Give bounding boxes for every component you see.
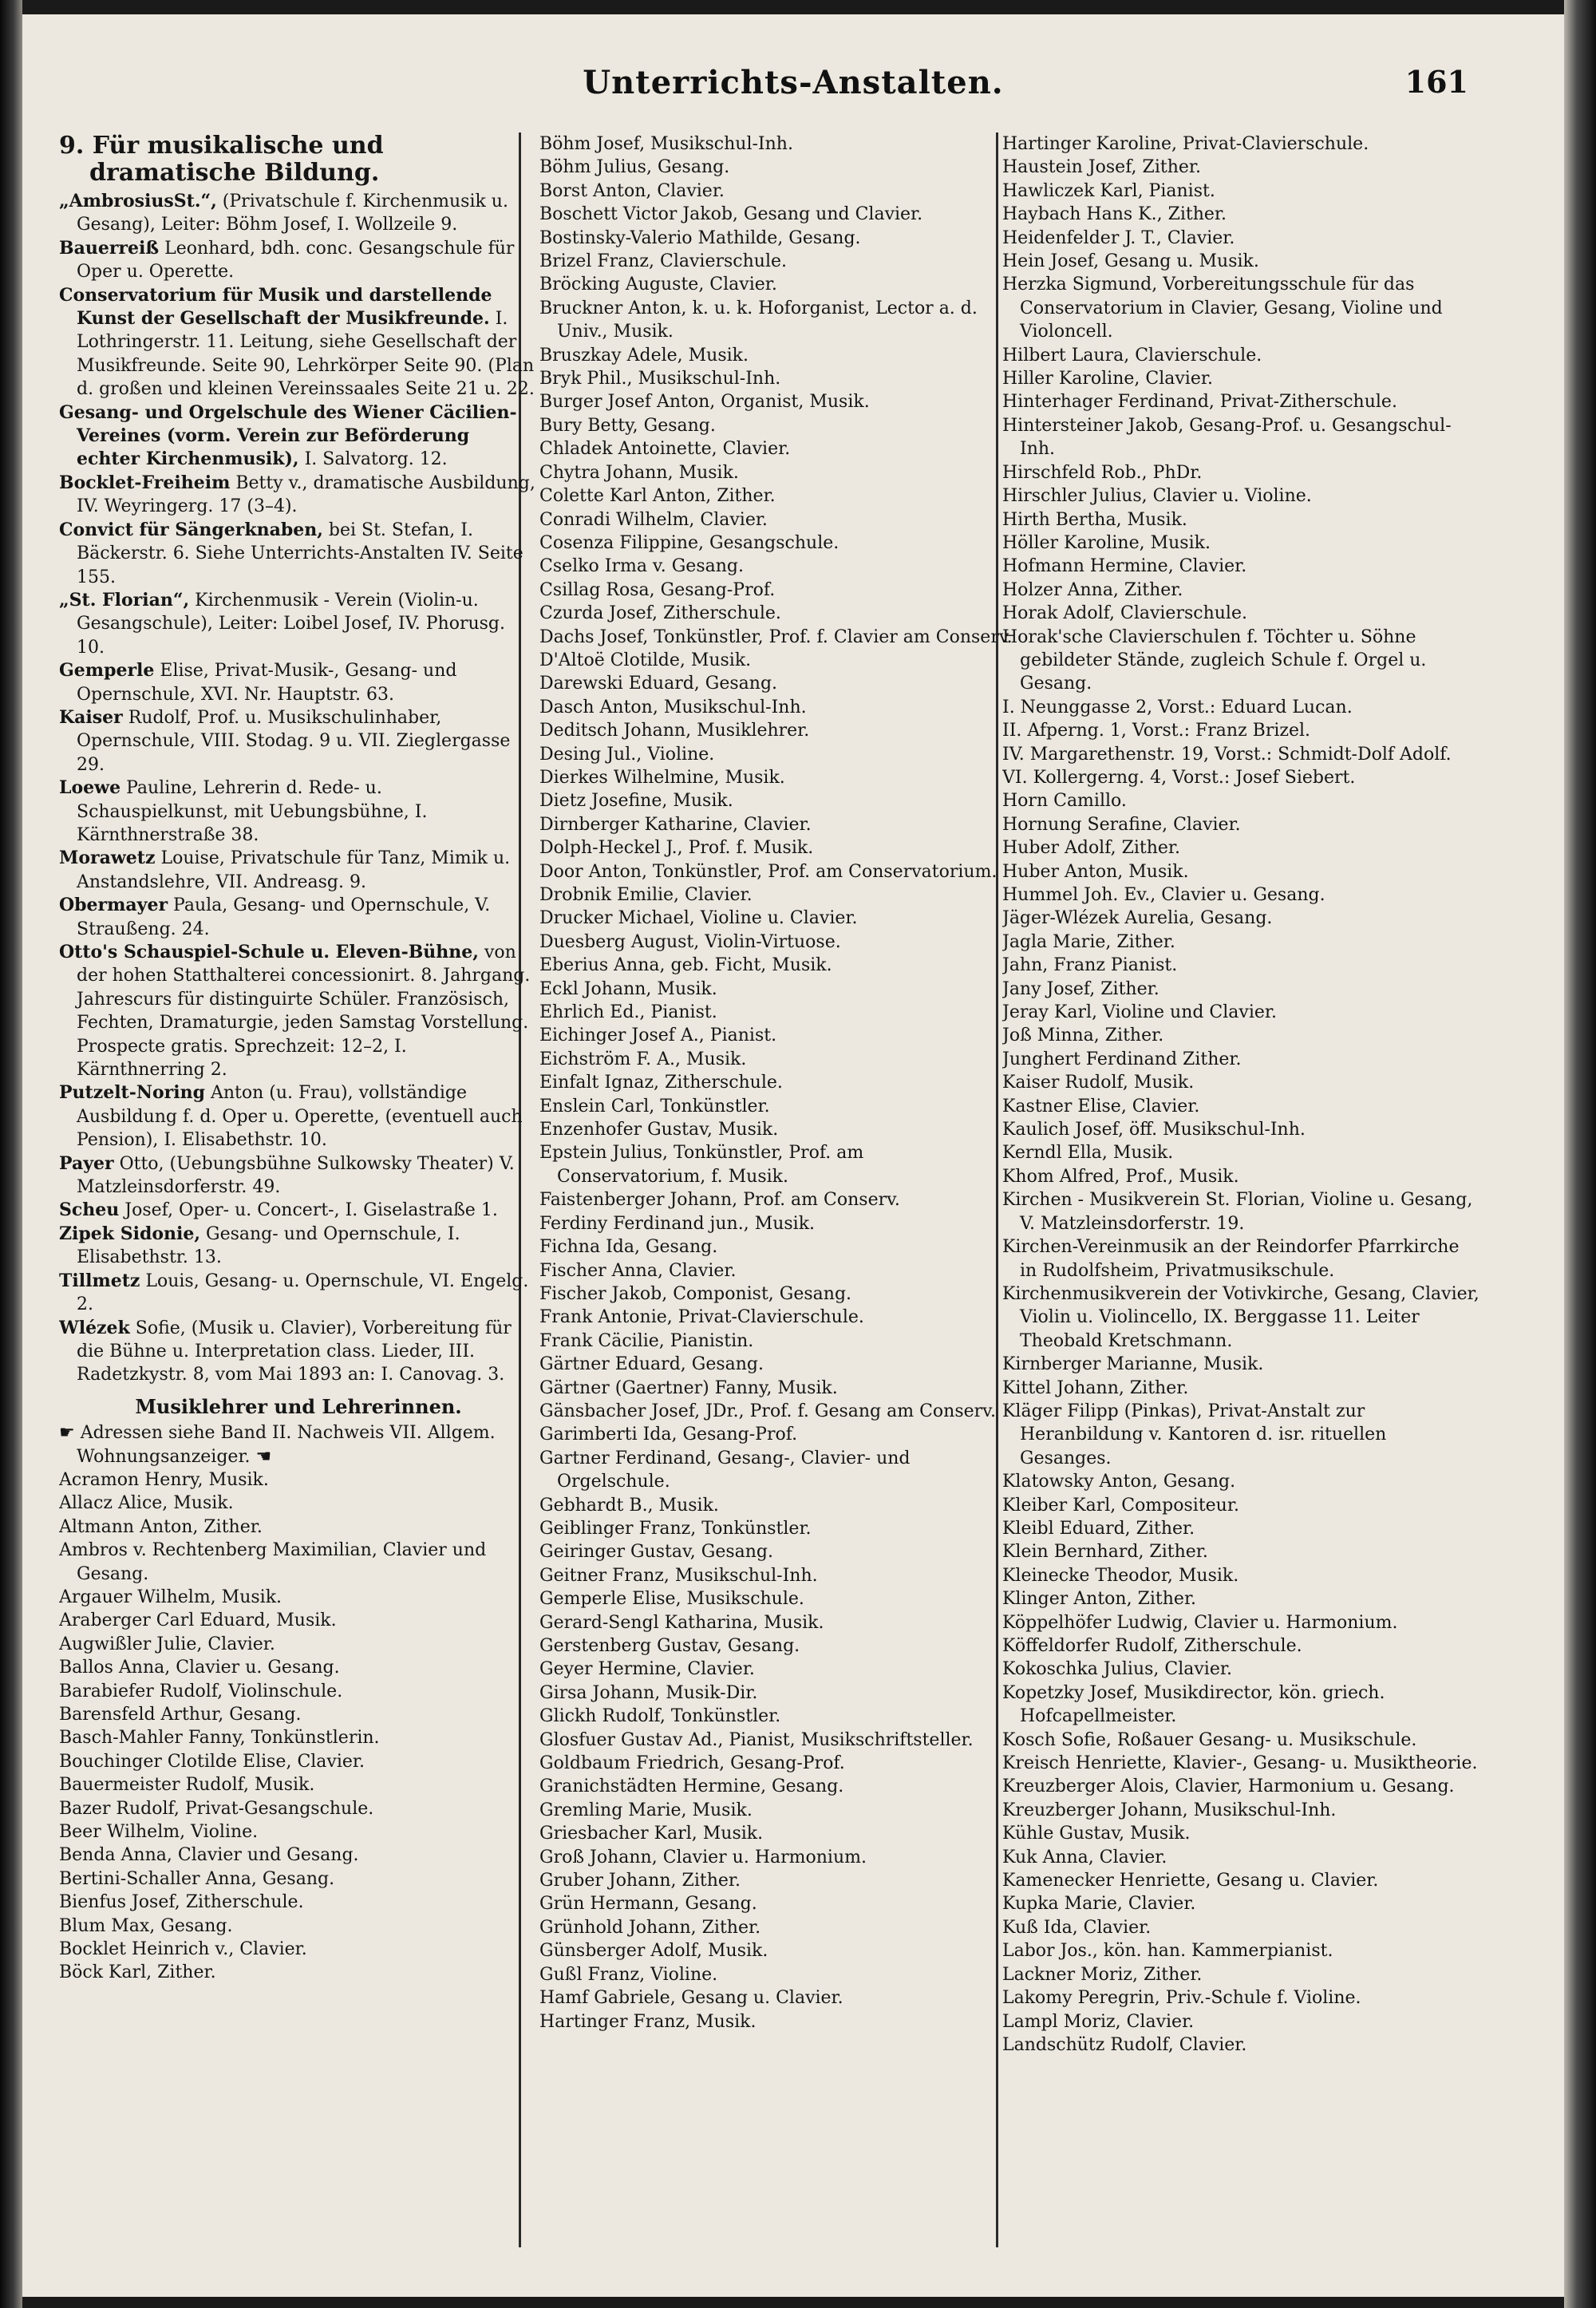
directory-entry: Garimberti Ida, Gesang-Prof. bbox=[539, 1425, 798, 1445]
directory-entry: Glosfuer Gustav Ad., Pianist, Musikschriftsteller. bbox=[539, 1729, 974, 1750]
directory-entry: Köppelhöfer Ludwig, Clavier u. Harmonium. bbox=[1002, 1612, 1398, 1633]
directory-entry bbox=[59, 472, 538, 519]
directory-entry: Hamf Gabriele, Gesang u. Clavier. bbox=[539, 1988, 843, 2009]
directory-entry bbox=[59, 847, 538, 894]
directory-entry: Kühle Gustav, Musik. bbox=[1002, 1824, 1191, 1844]
directory-entry: Fischer Jakob, Componist, Gesang. bbox=[539, 1283, 852, 1304]
directory-entry: Dirnberger Katharine, Clavier. bbox=[539, 814, 812, 835]
institution-list bbox=[59, 190, 538, 1387]
section-title: 9. Für musikalische und dramatische Bildung. bbox=[59, 132, 384, 187]
entry-name: Convict für Sängerknaben, bbox=[59, 519, 323, 540]
directory-entry: Cosenza Filippine, Gesangschule. bbox=[539, 532, 839, 553]
directory-entry bbox=[59, 519, 538, 589]
directory-entry: Dierkes Wilhelmine, Musik. bbox=[539, 767, 785, 788]
directory-entry: Khom Alfred, Prof., Musik. bbox=[1002, 1166, 1239, 1187]
directory-entry: Bazer Rudolf, Privat-Gesangschule. bbox=[59, 1798, 374, 1819]
directory-entry: Kreuzberger Alois, Clavier, Harmonium u. Gesang. bbox=[1002, 1776, 1455, 1797]
entry-name: Gesang- und Orgelschule des Wiener Cäcilien-Vereines (vorm. Verein zur Beförderung echter Kirchenmusik), bbox=[59, 401, 517, 470]
directory-entry: Groß Johann, Clavier u. Harmonium. bbox=[539, 1847, 867, 1867]
entry-details: Gesang- und Opernschule, I. Elisabethstr. 13. bbox=[77, 1223, 460, 1268]
entry-name: Bocklet-Freiheim bbox=[59, 472, 231, 493]
reference-note: ☛ Adressen siehe Band II. Nachweis VII. Allgem. Wohnungsanzeiger. ☚ bbox=[59, 1423, 496, 1467]
directory-entry: Bröcking Auguste, Clavier. bbox=[539, 275, 777, 295]
directory-entry: Jeray Karl, Violine und Clavier. bbox=[1002, 1002, 1277, 1023]
directory-entry bbox=[59, 589, 538, 659]
directory-entry: Altmann Anton, Zither. bbox=[59, 1516, 263, 1537]
directory-entry: Herzka Sigmund, Vorbereitungsschule für das Conservatorium in Clavier, Gesang, Violine und Violoncell. bbox=[1002, 275, 1443, 342]
directory-entry bbox=[59, 1199, 538, 1222]
directory-entry bbox=[59, 659, 538, 706]
entry-name: Tillmetz bbox=[59, 1270, 140, 1291]
directory-entry: Door Anton, Tonkünstler, Prof. am Conservatorium. bbox=[539, 861, 998, 882]
directory-entry: D'Altoë Clotilde, Musik. bbox=[539, 650, 752, 670]
directory-entry: Gerard-Sengl Katharina, Musik. bbox=[539, 1612, 824, 1633]
directory-entry: Enslein Carl, Tonkünstler. bbox=[539, 1096, 770, 1116]
column-right bbox=[1002, 132, 1481, 2255]
directory-entry: Hummel Joh. Ev., Clavier u. Gesang. bbox=[1002, 885, 1325, 905]
directory-entry: Gärtner (Gaertner) Fanny, Musik. bbox=[539, 1377, 838, 1398]
directory-entry: Lakomy Peregrin, Priv.-Schule f. Violine. bbox=[1002, 1988, 1361, 2009]
directory-entry: Holzer Anna, Zither. bbox=[1002, 579, 1183, 600]
directory-entry: Gärtner Eduard, Gesang. bbox=[539, 1354, 764, 1375]
directory-entry: Böhm Josef, Musikschul-Inh. bbox=[539, 134, 793, 154]
directory-entry: Borst Anton, Clavier. bbox=[539, 180, 725, 201]
directory-entry bbox=[59, 777, 538, 847]
directory-entry bbox=[59, 941, 538, 1081]
directory-entry: Kastner Elise, Clavier. bbox=[1002, 1096, 1200, 1116]
entry-details: von der hohen Statthalterei concessionirt. 8. Jahrgang. Jahrescurs für distinguirte Schüler. Französisch, Fechten, Dramaturgie, jeden Samstag Vorstellung. Prospecte gratis. Sprechzeit: 12–2, I. Kärnthnerring 2. bbox=[77, 943, 531, 1081]
directory-entry bbox=[59, 1081, 538, 1152]
directory-entry: Eichinger Josef A., Pianist. bbox=[539, 1026, 777, 1046]
directory-entry: Ballos Anna, Clavier u. Gesang. bbox=[59, 1658, 340, 1678]
directory-entry: Kleinecke Theodor, Musik. bbox=[1002, 1565, 1239, 1586]
directory-entry: Kreuzberger Johann, Musikschul-Inh. bbox=[1002, 1800, 1337, 1820]
directory-entry: Hawliczek Karl, Pianist. bbox=[1002, 180, 1215, 201]
entry-details: bei St. Stefan, I. Bäckerstr. 6. Siehe Unterrichts-Anstalten IV. Seite 155. bbox=[77, 520, 523, 587]
directory-entry: Horak Adolf, Clavierschule. bbox=[1002, 603, 1247, 624]
entry-details: (Privatschule f. Kirchenmusik u. Gesang), Leiter: Böhm Josef, I. Wollzeile 9. bbox=[77, 192, 508, 235]
entry-name: Loewe bbox=[59, 777, 121, 799]
directory-entry: Grünhold Johann, Zither. bbox=[539, 1917, 761, 1938]
directory-entry: Basch-Mahler Fanny, Tonkünstlerin. bbox=[59, 1728, 380, 1749]
entry-details: Louise, Privatschule für Tanz, Mimik u. Anstandslehre, VII. Andreasg. 9. bbox=[77, 848, 511, 892]
directory-entry: Bostinsky-Valerio Mathilde, Gesang. bbox=[539, 227, 861, 248]
directory-page bbox=[22, 14, 1564, 2297]
directory-entry: Geiringer Gustav, Gesang. bbox=[539, 1542, 774, 1563]
directory-entry: Frank Cäcilie, Pianistin. bbox=[539, 1330, 754, 1351]
directory-entry: Huber Anton, Musik. bbox=[1002, 861, 1189, 882]
directory-entry: Epstein Julius, Tonkünstler, Prof. am Conservatorium, f. Musik. bbox=[539, 1143, 864, 1187]
directory-entry: Hornung Serafine, Clavier. bbox=[1002, 814, 1241, 835]
entry-details: I. Lothringerstr. 11. Leitung, siehe Gesellschaft der Musikfreunde. Seite 90, Lehrkörper Seite 90. (Plan d. großen und kleinen Vereinssaales Seite 21 u. 22. bbox=[77, 309, 535, 400]
directory-entry: Hartinger Karoline, Privat-Clavierschule. bbox=[1002, 134, 1369, 154]
directory-entry: Beer Wilhelm, Violine. bbox=[59, 1822, 259, 1843]
directory-entry: Kläger Filipp (Pinkas), Privat-Anstalt zur Heranbildung v. Kantoren d. isr. rituellen Gesanges. bbox=[1002, 1401, 1387, 1468]
directory-entry: Argauer Wilhelm, Musik. bbox=[59, 1587, 282, 1607]
entry-details: Rudolf, Prof. u. Musikschulinhaber, Opernschule, VIII. Stodag. 9 u. VII. Zieglergasse 29. bbox=[77, 707, 511, 775]
book-edge-shadow bbox=[1564, 0, 1596, 2308]
entry-name: Wlézek bbox=[59, 1317, 130, 1338]
book-gutter-shadow bbox=[0, 0, 22, 2308]
directory-entry: Böck Karl, Zither. bbox=[59, 1962, 216, 1983]
directory-entry: Deditsch Johann, Musiklehrer. bbox=[539, 721, 810, 741]
directory-entry: Kuk Anna, Clavier. bbox=[1002, 1847, 1167, 1867]
directory-entry: Geiblinger Franz, Tonkünstler. bbox=[539, 1518, 812, 1539]
entry-details: I. Salvatorg. 12. bbox=[298, 449, 448, 470]
directory-entry: Griesbacher Karl, Musik. bbox=[539, 1824, 764, 1844]
directory-entry: Burger Josef Anton, Organist, Musik. bbox=[539, 392, 870, 413]
entry-name: Gemperle bbox=[59, 660, 155, 682]
entry-details: Betty v., dramatische Ausbildung, IV. Weyringerg. 17 (3–4). bbox=[77, 472, 535, 517]
directory-entry: Drobnik Emilie, Clavier. bbox=[539, 885, 753, 905]
directory-entry: Böhm Julius, Gesang. bbox=[539, 157, 730, 178]
directory-entry: Hartinger Franz, Musik. bbox=[539, 2011, 757, 2032]
directory-entry: Fichna Ida, Gesang. bbox=[539, 1237, 718, 1258]
entry-name: Obermayer bbox=[59, 895, 168, 916]
directory-entry: Gemperle Elise, Musikschule. bbox=[539, 1589, 804, 1610]
entry-details: Kirchenmusik - Verein (Violin-u. Gesangschule), Leiter: Loibel Josef, IV. Phorusg. 10. bbox=[77, 590, 506, 658]
directory-entry bbox=[59, 1270, 538, 1317]
directory-entry: Girsa Johann, Musik-Dir. bbox=[539, 1682, 758, 1703]
directory-entry: Jany Josef, Zither. bbox=[1002, 978, 1159, 999]
directory-entry: Kosch Sofie, Roßauer Gesang- u. Musikschule. bbox=[1002, 1729, 1417, 1750]
directory-entry: Granichstädten Hermine, Gesang. bbox=[539, 1776, 844, 1797]
directory-entry: Kaiser Rudolf, Musik. bbox=[1002, 1073, 1195, 1093]
directory-entry: Gruber Johann, Zither. bbox=[539, 1871, 741, 1891]
directory-entry: Allacz Alice, Musik. bbox=[59, 1493, 234, 1514]
directory-entry: Colette Karl Anton, Zither. bbox=[539, 486, 776, 507]
directory-entry: Grün Hermann, Gesang. bbox=[539, 1894, 757, 1915]
entry-name: „AmbrosiusSt.“, bbox=[59, 191, 217, 211]
directory-entry: Hofmann Hermine, Clavier. bbox=[1002, 556, 1247, 577]
directory-entry bbox=[59, 894, 538, 941]
directory-entry bbox=[59, 401, 538, 472]
directory-entry: Huber Adolf, Zither. bbox=[1002, 838, 1181, 859]
directory-entry: Bouchinger Clotilde Elise, Clavier. bbox=[59, 1751, 365, 1772]
directory-entry: Eckl Johann, Musik. bbox=[539, 978, 717, 999]
directory-entry: Csillag Rosa, Gesang-Prof. bbox=[539, 579, 776, 600]
directory-entry: Horak'sche Clavierschulen f. Töchter u. Söhne gebildeter Stände, zugleich Schule f. Orgel u. Gesang. bbox=[1002, 626, 1427, 694]
directory-entry: Bocklet Heinrich v., Clavier. bbox=[59, 1939, 307, 1960]
directory-entry: Chladek Antoinette, Clavier. bbox=[539, 439, 791, 460]
directory-entry: Kreisch Henriette, Klavier-, Gesang- u. Musiktheorie. bbox=[1002, 1753, 1478, 1774]
directory-entry: Gartner Ferdinand, Gesang-, Clavier- und Orgelschule. bbox=[539, 1448, 911, 1492]
teacher-list bbox=[59, 1468, 538, 1985]
directory-entry: Horn Camillo. bbox=[1002, 791, 1127, 812]
directory-entry: Klinger Anton, Zither. bbox=[1002, 1589, 1197, 1610]
directory-entry: Jagla Marie, Zither. bbox=[1002, 931, 1175, 952]
directory-entry: Dachs Josef, Tonkünstler, Prof. f. Clavier am Conserv. bbox=[539, 626, 1013, 647]
page-title: Unterrichts-Anstalten. bbox=[583, 64, 1004, 101]
column-middle bbox=[539, 132, 1017, 2255]
directory-entry: Kirchen - Musikverein St. Florian, Violine u. Gesang, V. Matzleinsdorferstr. 19. bbox=[1002, 1190, 1473, 1234]
directory-entry: Kirnberger Marianne, Musik. bbox=[1002, 1354, 1264, 1375]
directory-entry: Conradi Wilhelm, Clavier. bbox=[539, 509, 768, 530]
entry-name: Conservatorium für Musik und darstellende Kunst der Gesellschaft der Musikfreunde. bbox=[59, 284, 492, 330]
directory-entry: Bienfus Josef, Zitherschule. bbox=[59, 1892, 304, 1913]
directory-entry: Geyer Hermine, Clavier. bbox=[539, 1659, 755, 1680]
directory-entry: Frank Antonie, Privat-Clavierschule. bbox=[539, 1307, 864, 1328]
directory-entry: Blum Max, Gesang. bbox=[59, 1915, 233, 1936]
entry-details: Josef, Oper- u. Concert-, I. Giselastraße 1. bbox=[119, 1200, 498, 1221]
directory-entry: Kuß Ida, Clavier. bbox=[1002, 1917, 1152, 1938]
directory-entry: Einfalt Ignaz, Zitherschule. bbox=[539, 1073, 783, 1093]
directory-entry: Kleibl Eduard, Zither. bbox=[1002, 1518, 1195, 1539]
subsection-title: Musiklehrer und Lehrerinnen. bbox=[135, 1394, 462, 1418]
column-left bbox=[59, 132, 538, 2255]
directory-entry: Geitner Franz, Musikschul-Inh. bbox=[539, 1565, 818, 1586]
directory-entry: Hirschfeld Rob., PhDr. bbox=[1002, 462, 1203, 483]
directory-entry: II. Afperng. 1, Vorst.: Franz Brizel. bbox=[1002, 721, 1311, 741]
entry-details: Anton (u. Frau), vollständige Ausbildung f. d. Oper u. Operette, (eventuell auch Pension), I. Elisabethstr. 10. bbox=[77, 1083, 523, 1151]
directory-entry: Kirchen-Vereinmusik an der Reindorfer Pfarrkirche in Rudolfsheim, Privatmusikschule. bbox=[1002, 1237, 1460, 1281]
page-header bbox=[22, 64, 1564, 120]
directory-entry: Drucker Michael, Violine u. Clavier. bbox=[539, 908, 858, 929]
directory-entry: Enzenhofer Gustav, Musik. bbox=[539, 1120, 779, 1140]
directory-entry: Eberius Anna, geb. Ficht, Musik. bbox=[539, 955, 832, 976]
directory-entry: Dolph-Heckel J., Prof. f. Musik. bbox=[539, 838, 814, 859]
entry-name: Kaiser bbox=[59, 706, 123, 728]
directory-entry: Dietz Josefine, Musik. bbox=[539, 791, 733, 812]
directory-entry: Cselko Irma v. Gesang. bbox=[539, 556, 744, 577]
directory-entry: Boschett Victor Jakob, Gesang und Clavier. bbox=[539, 204, 923, 225]
directory-entry: Haybach Hans K., Zither. bbox=[1002, 204, 1227, 225]
entry-name: Morawetz bbox=[59, 848, 156, 869]
directory-entry: Labor Jos., kön. han. Kammerpianist. bbox=[1002, 1941, 1333, 1962]
directory-entry: Höller Karoline, Musik. bbox=[1002, 532, 1211, 553]
entry-name: „St. Florian“, bbox=[59, 589, 190, 611]
directory-entry bbox=[59, 1152, 538, 1199]
directory-entry: Bryk Phil., Musikschul-Inh. bbox=[539, 369, 781, 389]
directory-entry: Czurda Josef, Zitherschule. bbox=[539, 603, 781, 624]
directory-entry bbox=[59, 284, 538, 401]
directory-entry: Bruszkay Adele, Musik. bbox=[539, 345, 749, 366]
directory-entry bbox=[59, 237, 538, 284]
directory-entry: Kokoschka Julius, Clavier. bbox=[1002, 1659, 1232, 1680]
directory-entry bbox=[59, 1223, 538, 1270]
teacher-list bbox=[1002, 132, 1481, 2057]
entry-name: Zipek Sidonie, bbox=[59, 1223, 201, 1244]
directory-entry: Kamenecker Henriette, Gesang u. Clavier. bbox=[1002, 1871, 1379, 1891]
entry-name: Scheu bbox=[59, 1199, 120, 1221]
directory-entry: Goldbaum Friedrich, Gesang-Prof. bbox=[539, 1753, 845, 1774]
directory-entry: Hinterhager Ferdinand, Privat-Zitherschule. bbox=[1002, 392, 1397, 413]
directory-entry: Günsberger Adolf, Musik. bbox=[539, 1941, 768, 1962]
directory-entry: Hilbert Laura, Clavierschule. bbox=[1002, 345, 1262, 366]
entry-name: Payer bbox=[59, 1152, 114, 1174]
directory-entry: Hiller Karoline, Clavier. bbox=[1002, 369, 1213, 389]
directory-entry: VI. Kollergerng. 4, Vorst.: Josef Siebert. bbox=[1002, 767, 1356, 788]
directory-entry: Junghert Ferdinand Zither. bbox=[1002, 1049, 1242, 1069]
entry-details: Louis, Gesang- u. Opernschule, VI. Engelg. 2. bbox=[77, 1271, 529, 1315]
directory-entry: Araberger Carl Eduard, Musik. bbox=[59, 1610, 337, 1631]
directory-entry: Chytra Johann, Musik. bbox=[539, 462, 739, 483]
directory-entry: Jäger-Wlézek Aurelia, Gesang. bbox=[1002, 908, 1273, 929]
directory-entry bbox=[59, 1317, 538, 1387]
directory-entry: Hintersteiner Jakob, Gesang-Prof. u. Gesangschul-Inh. bbox=[1002, 415, 1452, 460]
directory-entry bbox=[59, 190, 538, 237]
directory-entry: Köffeldorfer Rudolf, Zitherschule. bbox=[1002, 1636, 1302, 1656]
directory-entry: Duesberg August, Violin-Virtuose. bbox=[539, 931, 841, 952]
directory-entry: Ehrlich Ed., Pianist. bbox=[539, 1002, 717, 1023]
entry-name: Putzelt-Noring bbox=[59, 1082, 205, 1104]
directory-entry: Desing Jul., Violine. bbox=[539, 744, 715, 765]
directory-entry: Ambros v. Rechtenberg Maximilian, Clavier und Gesang. bbox=[59, 1540, 487, 1584]
directory-entry: Gänsbacher Josef, JDr., Prof. f. Gesang am Conserv. bbox=[539, 1401, 996, 1421]
entry-details: Paula, Gesang- und Opernschule, V. Straußeng. 24. bbox=[77, 895, 491, 939]
entry-name: Otto's Schauspiel-Schule u. Eleven-Bühne, bbox=[59, 942, 479, 962]
directory-entry: Augwißler Julie, Clavier. bbox=[59, 1634, 275, 1654]
directory-entry: Bertini-Schaller Anna, Gesang. bbox=[59, 1868, 335, 1889]
directory-entry: Hirth Bertha, Musik. bbox=[1002, 509, 1187, 530]
directory-entry: Acramon Henry, Musik. bbox=[59, 1469, 269, 1490]
directory-entry: Kaulich Josef, öff. Musikschul-Inh. bbox=[1002, 1120, 1306, 1140]
entry-details: Pauline, Lehrerin d. Rede- u. Schauspielkunst, mit Uebungsbühne, I. Kärnthnerstraße 38. bbox=[77, 778, 428, 845]
entry-details: Leonhard, bdh. conc. Gesangschule für Oper u. Operette. bbox=[77, 238, 515, 283]
teacher-list bbox=[539, 132, 1017, 2033]
directory-entry: Ferdiny Ferdinand jun., Musik. bbox=[539, 1213, 816, 1234]
directory-entry: IV. Margarethenstr. 19, Vorst.: Schmidt-Dolf Adolf. bbox=[1002, 744, 1452, 765]
directory-entry: Fischer Anna, Clavier. bbox=[539, 1260, 737, 1281]
directory-entry: Kerndl Ella, Musik. bbox=[1002, 1143, 1174, 1164]
directory-entry: Kleiber Karl, Compositeur. bbox=[1002, 1495, 1239, 1516]
directory-entry: Lampl Moriz, Clavier. bbox=[1002, 2011, 1195, 2032]
entry-details: Sofie, (Musik u. Clavier), Vorbereitung für die Bühne u. Interpretation class. Lieder, III. Radetzkystr. 8, vom Mai 1893 an: I. Canovag. 3. bbox=[77, 1318, 512, 1385]
directory-entry: Bauermeister Rudolf, Musik. bbox=[59, 1775, 315, 1796]
directory-entry: Kittel Johann, Zither. bbox=[1002, 1377, 1189, 1398]
directory-entry: Kirchenmusikverein der Votivkirche, Gesang, Clavier, Violin u. Violincello, IX. Berggasse 11. Leiter Theobald Kretschmann. bbox=[1002, 1283, 1479, 1351]
directory-entry: Joß Minna, Zither. bbox=[1002, 1026, 1164, 1046]
directory-entry: Klein Bernhard, Zither. bbox=[1002, 1542, 1208, 1563]
directory-entry: Haustein Josef, Zither. bbox=[1002, 157, 1201, 178]
directory-entry: Lackner Moriz, Zither. bbox=[1002, 1964, 1203, 1985]
directory-entry: Dasch Anton, Musikschul-Inh. bbox=[539, 697, 807, 717]
directory-entry: Barensfeld Arthur, Gesang. bbox=[59, 1705, 302, 1725]
directory-entry: Kupka Marie, Clavier. bbox=[1002, 1894, 1196, 1915]
directory-entry: I. Neunggasse 2, Vorst.: Eduard Lucan. bbox=[1002, 697, 1353, 717]
directory-entry: Gerstenberg Gustav, Gesang. bbox=[539, 1636, 800, 1656]
directory-entry: Gußl Franz, Violine. bbox=[539, 1964, 718, 1985]
directory-entry: Barabiefer Rudolf, Violinschule. bbox=[59, 1681, 343, 1701]
directory-entry: Gebhardt B., Musik. bbox=[539, 1495, 719, 1516]
directory-entry: Faistenberger Johann, Prof. am Conserv. bbox=[539, 1190, 900, 1211]
directory-entry: Klatowsky Anton, Gesang. bbox=[1002, 1472, 1236, 1492]
entry-name: Bauerreiß bbox=[59, 237, 160, 259]
directory-entry: Jahn, Franz Pianist. bbox=[1002, 955, 1178, 976]
directory-entry: Benda Anna, Clavier und Gesang. bbox=[59, 1845, 359, 1866]
directory-entry: Heidenfelder J. T., Clavier. bbox=[1002, 227, 1235, 248]
directory-entry: Hein Josef, Gesang u. Musik. bbox=[1002, 251, 1259, 272]
directory-entry: Gremling Marie, Musik. bbox=[539, 1800, 753, 1820]
directory-entry: Hirschler Julius, Clavier u. Violine. bbox=[1002, 486, 1312, 507]
entry-details: Elise, Privat-Musik-, Gesang- und Opernschule, XVI. Nr. Hauptstr. 63. bbox=[77, 661, 457, 705]
directory-entry bbox=[59, 706, 538, 777]
page-number: 161 bbox=[1404, 64, 1468, 100]
directory-entry: Kopetzky Josef, Musikdirector, kön. griech. Hofcapellmeister. bbox=[1002, 1682, 1385, 1727]
directory-entry: Bruckner Anton, k. u. k. Hoforganist, Lector a. d. Univ., Musik. bbox=[539, 298, 978, 342]
entry-details: Otto, (Uebungsbühne Sulkowsky Theater) V. Matzleinsdorferstr. 49. bbox=[77, 1153, 515, 1198]
directory-entry: Eichström F. A., Musik. bbox=[539, 1049, 747, 1069]
directory-entry: Bury Betty, Gesang. bbox=[539, 415, 716, 436]
directory-entry: Brizel Franz, Clavierschule. bbox=[539, 251, 787, 272]
directory-entry: Landschütz Rudolf, Clavier. bbox=[1002, 2034, 1247, 2055]
directory-entry: Darewski Eduard, Gesang. bbox=[539, 674, 778, 694]
directory-entry: Glickh Rudolf, Tonkünstler. bbox=[539, 1706, 781, 1727]
